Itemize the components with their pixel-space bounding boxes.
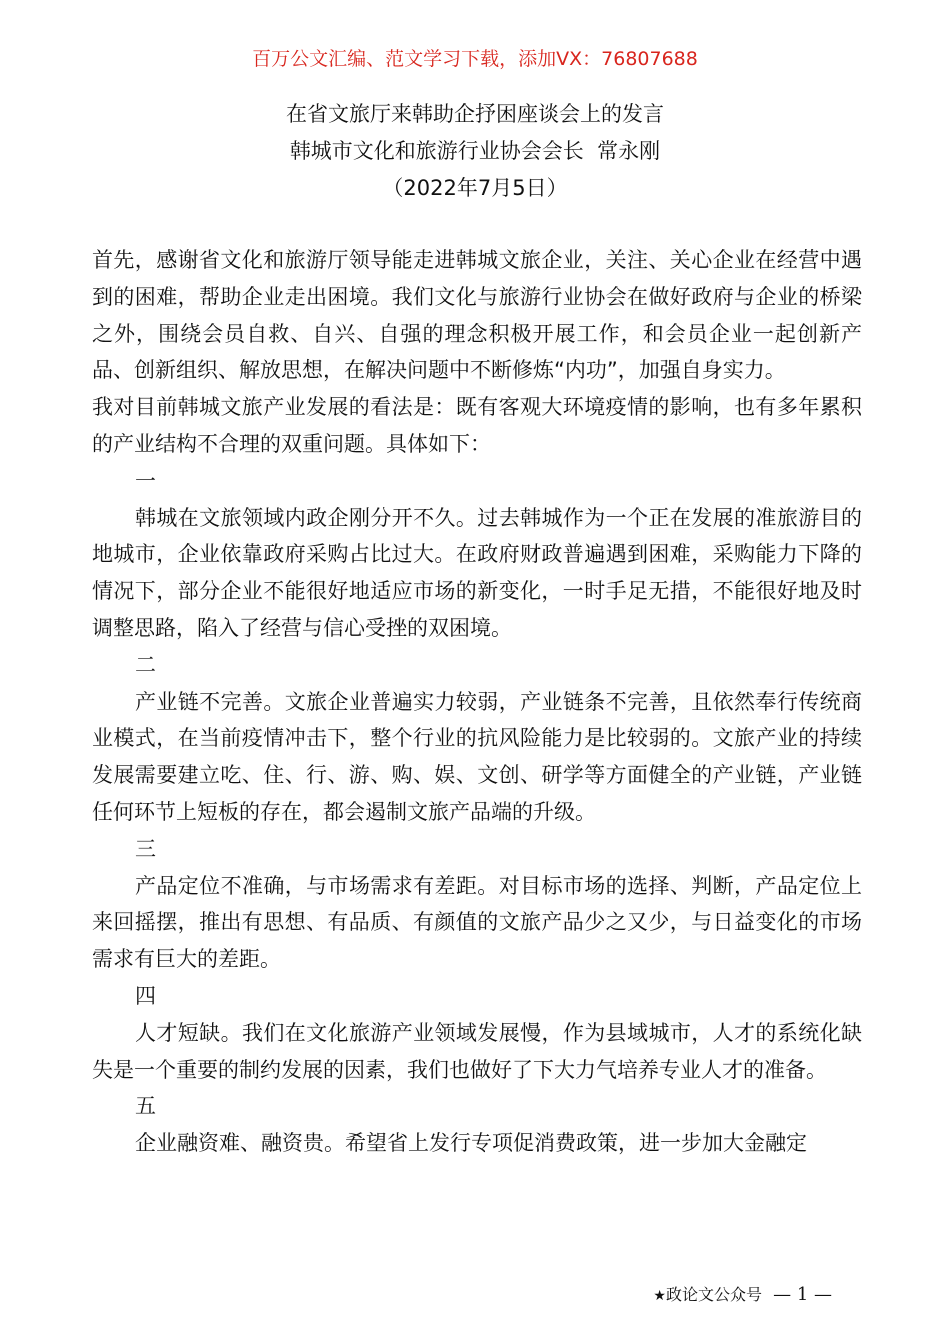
- footer-source: 政论文公众号: [665, 1285, 762, 1304]
- section-number: 二: [135, 652, 156, 677]
- overview-paragraph: 我对目前韩城文旅产业发展的看法是：既有客观大环境疫情的影响，也有多年累积的产业结构不合理的双重问题。具体如下：: [92, 395, 862, 456]
- document-title: 在省文旅厅来韩助企抒困座谈会上的发言: [286, 102, 664, 126]
- star-icon: ★: [653, 1288, 666, 1304]
- section-paragraph: 产品定位不准确，与市场需求有差距。对目标市场的选择、判断，产品定位上来回摇摆，推出有思想、有品质、有颜值的文旅产品少之又少，与日益变化的市场需求有巨大的差距。: [92, 873, 862, 972]
- download-banner: 百万公文汇编、范文学习下载，添加VX：76807688: [252, 48, 698, 70]
- section-number: 四: [135, 983, 156, 1008]
- page-number: — 1 —: [773, 1284, 832, 1305]
- section-number: 三: [135, 836, 156, 861]
- section-paragraph: 韩城在文旅领域内政企刚分开不久。过去韩城作为一个正在发展的准旅游目的地城市，企业依靠政府采购占比过大。在政府财政普遍遇到困难，采购能力下降的情况下，部分企业不能很好地适应市场的新变化，一时手足无措，不能很好地及时调整思路，陷入了经营与信心受挫的双困境。: [92, 505, 862, 640]
- document-body: [92, 242, 862, 1162]
- section-number: 一: [135, 468, 156, 493]
- section-paragraph: 企业融资难、融资贵。希望省上发行专项促消费政策，进一步加大金融定: [135, 1131, 807, 1156]
- section-paragraph: 人才短缺。我们在文化旅游产业领域发展慢，作为县域城市，人才的系统化缺失是一个重要的制约发展的因素，我们也做好了下大力气培养专业人才的准备。: [92, 1020, 862, 1082]
- section-number: 五: [135, 1094, 156, 1119]
- page-footer: [653, 1283, 832, 1308]
- document-author: 韩城市文化和旅游行业协会会长 常永刚: [289, 139, 661, 163]
- section-paragraph: 产业链不完善。文旅企业普遍实力较弱，产业链条不完善，且依然奉行传统商业模式，在当前疫情冲击下，整个行业的抗风险能力是比较弱的。文旅产业的持续发展需要建立吃、住、行、游、购、娱、文创、研学等方面健全的产业链，产业链任何环节上短板的存在，都会遏制文旅产品端的升级。: [92, 689, 862, 824]
- document-date: （2022年7月5日）: [382, 176, 568, 200]
- document-header: [0, 96, 950, 207]
- intro-paragraph: 首先，感谢省文化和旅游厅领导能走进韩城文旅企业，关注、关心企业在经营中遇到的困难，帮助企业走出困境。我们文化与旅游行业协会在做好政府与企业的桥梁之外，围绕会员自救、自兴、自强的理念积极开展工作，和会员企业一起创新产品、创新组织、解放思想，在解决问题中不断修炼“内功”，加强自身实力。: [92, 248, 862, 383]
